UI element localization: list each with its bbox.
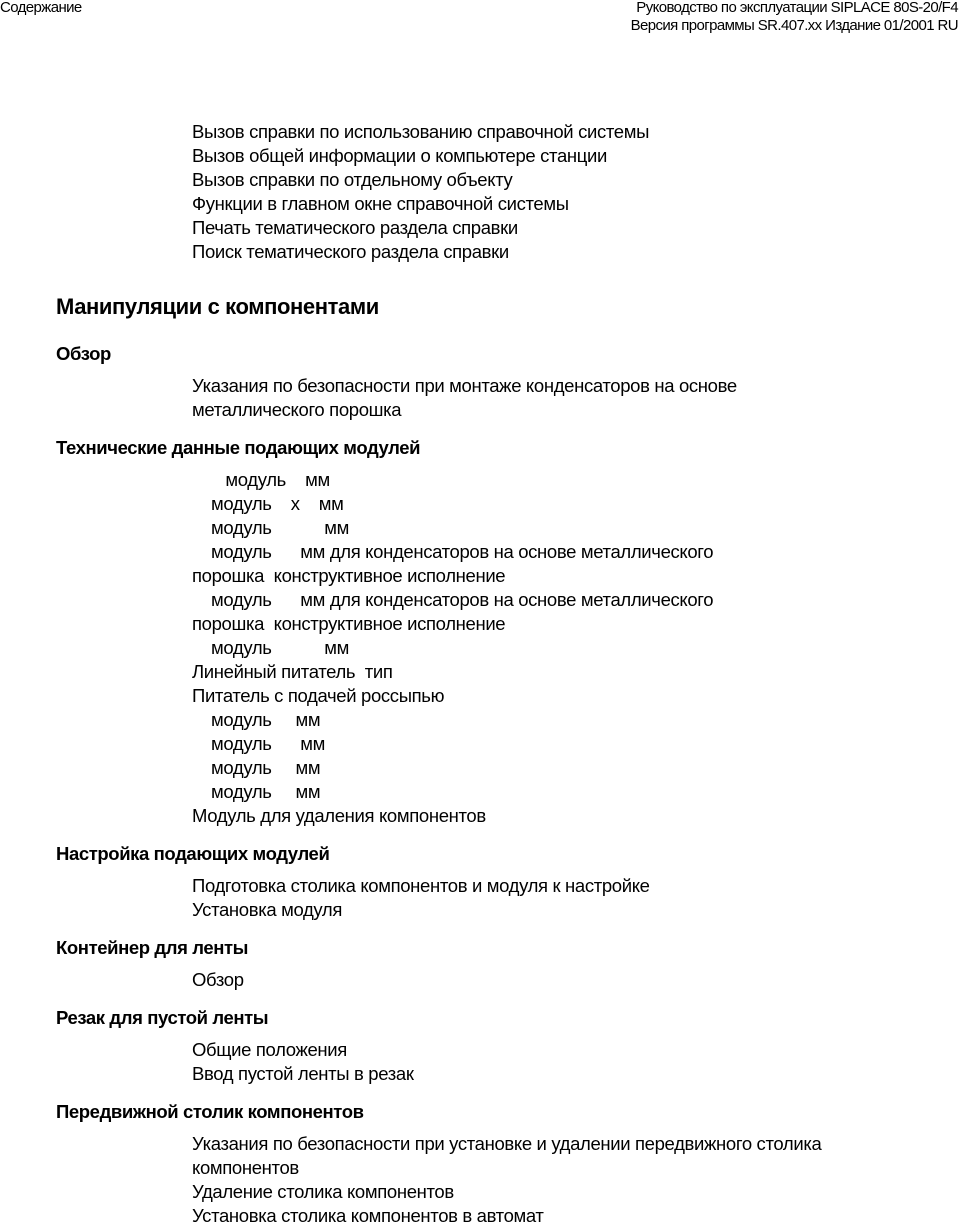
toc-entry[interactable]: модуль мм — [211, 733, 326, 754]
toc-entry[interactable]: Вызов справки по отдельному объекту — [192, 169, 513, 190]
toc-entry[interactable]: Указания по безопасности при монтаже конденсаторов на основе — [192, 375, 737, 396]
toc-entry[interactable]: Питатель с подачей россыпью — [192, 685, 445, 706]
toc-entry[interactable]: Вызов общей информации о компьютере станции — [192, 145, 607, 166]
toc-entry[interactable]: Установка модуля — [192, 899, 343, 920]
toc-entry[interactable]: Модуль для удаления компонентов — [192, 805, 486, 826]
section-title-feeder-setup[interactable]: Настройка подающих модулей — [56, 843, 330, 864]
header-section-label: Содержание — [0, 0, 82, 16]
section-title-tech-data[interactable]: Технические данные подающих модулей — [56, 437, 421, 458]
section-title-tape-container[interactable]: Контейнер для ленты — [56, 937, 249, 958]
toc-entry[interactable]: Линейный питатель тип — [192, 661, 393, 682]
toc-entry[interactable]: Функции в главном окне справочной системы — [192, 193, 569, 214]
chapter-title[interactable]: Манипуляции с компонентами — [56, 294, 379, 319]
toc-entry[interactable]: модуль мм — [211, 757, 321, 778]
toc-entry[interactable]: модуль мм — [211, 469, 330, 490]
toc-entry[interactable]: модуль мм для конденсаторов на основе металлического — [211, 589, 714, 610]
toc-entry[interactable]: Печать тематического раздела справки — [192, 217, 518, 238]
toc-entry[interactable]: Установка столика компонентов в автомат — [192, 1205, 544, 1226]
toc-entry[interactable]: модуль мм — [211, 637, 349, 658]
toc-entry[interactable]: Общие положения — [192, 1039, 347, 1060]
toc-entry[interactable]: модуль мм — [211, 709, 321, 730]
section-title-overview[interactable]: Обзор — [56, 343, 111, 364]
toc-entry[interactable]: Указания по безопасности при установке и удалении передвижного столика — [192, 1133, 822, 1154]
section-title-mobile-table[interactable]: Передвижной столик компонентов — [56, 1101, 364, 1122]
toc-entry-continuation[interactable]: порошка конструктивное исполнение — [192, 613, 506, 634]
toc-entry[interactable]: Вызов справки по использованию справочной системы — [192, 121, 650, 142]
toc-entry-continuation[interactable]: порошка конструктивное исполнение — [192, 565, 506, 586]
toc-entry[interactable]: Удаление столика компонентов — [192, 1181, 454, 1202]
toc-entry[interactable]: Поиск тематического раздела справки — [192, 241, 509, 262]
toc-entry[interactable]: Ввод пустой ленты в резак — [192, 1063, 414, 1084]
section-title-tape-cutter[interactable]: Резак для пустой ленты — [56, 1007, 269, 1028]
toc-entry-continuation[interactable]: компонентов — [192, 1157, 299, 1178]
toc-entry[interactable]: Обзор — [192, 969, 244, 990]
header-document-info — [631, 0, 958, 35]
toc-entry[interactable]: модуль мм — [211, 517, 349, 538]
toc-entry[interactable]: модуль мм — [211, 781, 321, 802]
header-manual-title: Руководство по эксплуатации SIPLACE 80S-20/F4 — [636, 0, 958, 16]
toc-entry[interactable]: модуль мм для конденсаторов на основе металлического — [211, 541, 714, 562]
toc-entry[interactable]: модуль х мм — [211, 493, 344, 514]
header-version-edition: Версия программы SR.407.xx Издание 01/2001 RU — [630, 17, 958, 34]
toc-entry-continuation[interactable]: металлического порошка — [192, 399, 402, 420]
toc-entry[interactable]: Подготовка столика компонентов и модуля к настройке — [192, 875, 650, 896]
